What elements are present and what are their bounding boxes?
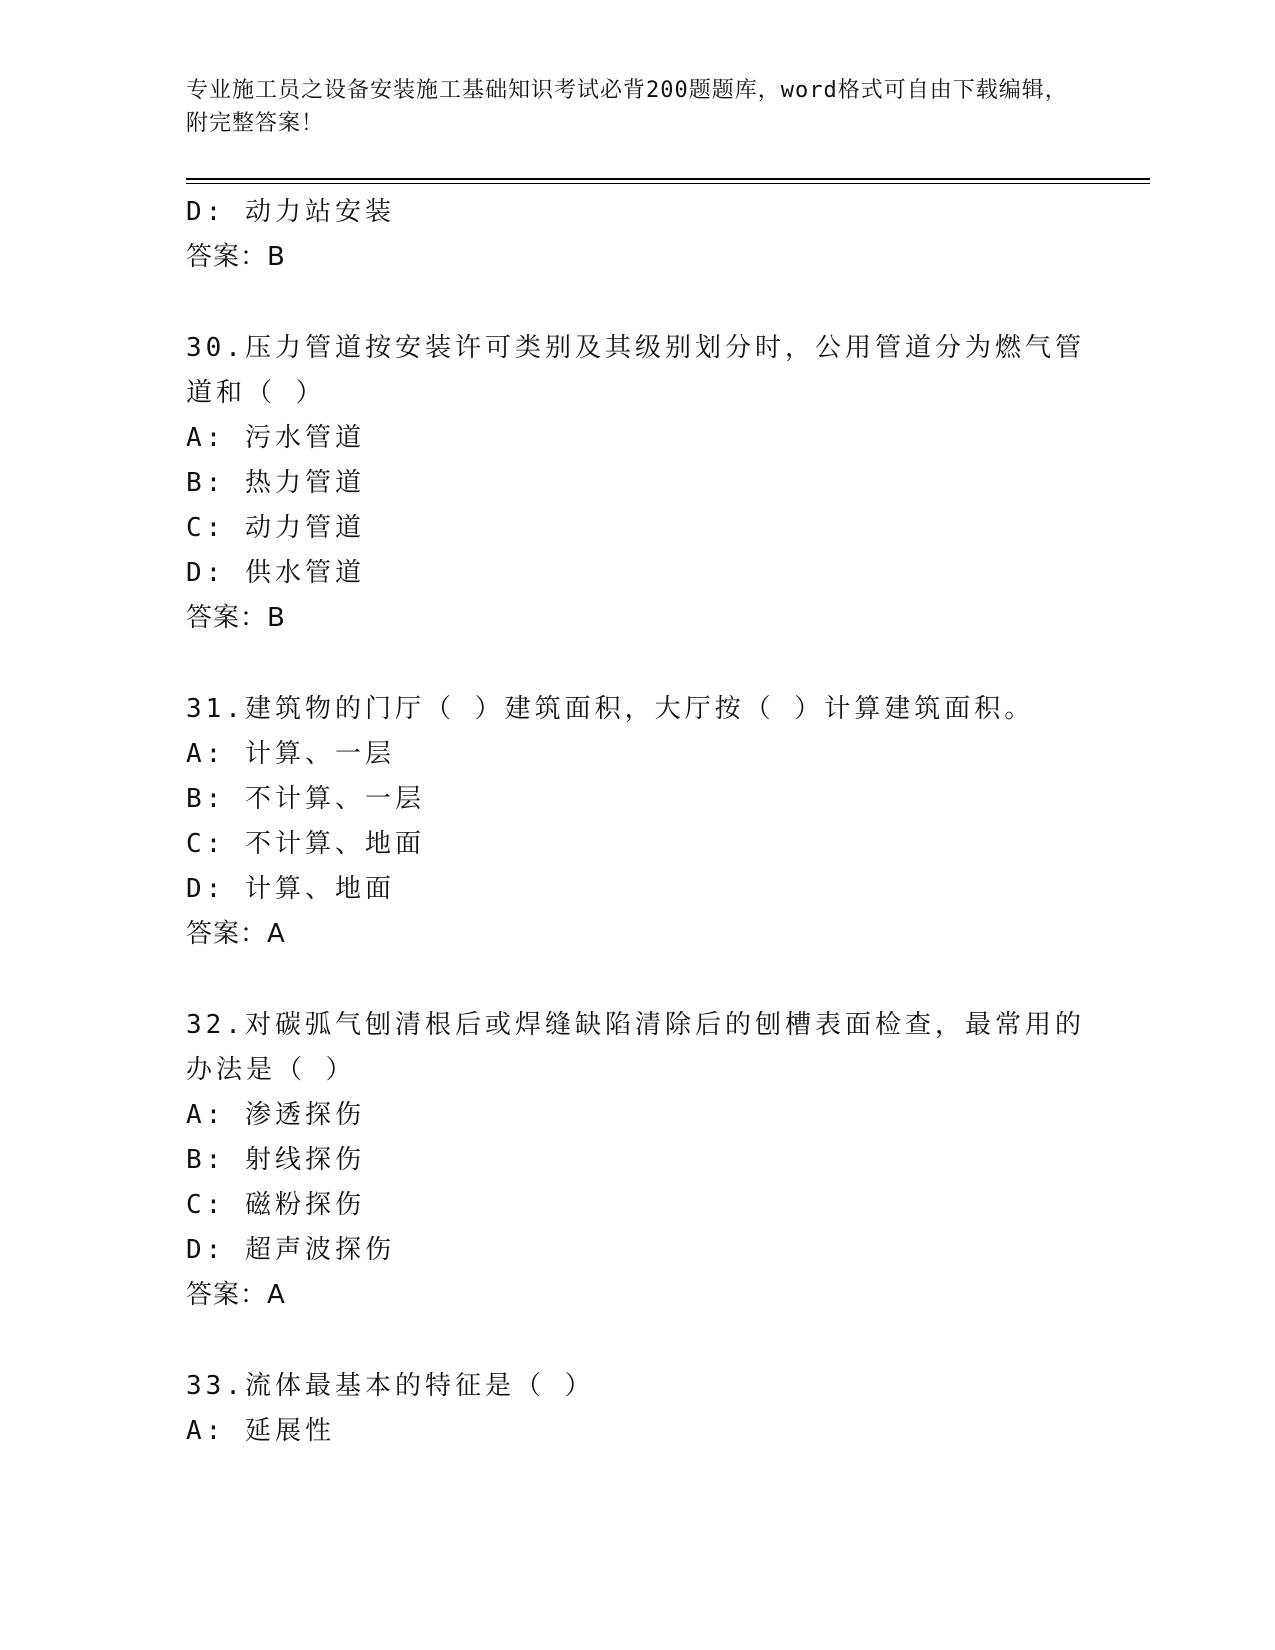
question-30: 30.压力管道按安装许可类别及其级别划分时，公用管道分为燃气管道和（ ） <box>186 333 1085 408</box>
option-a: A: 污水管道 <box>186 423 365 453</box>
option-c: C: 不计算、地面 <box>186 829 425 859</box>
option-d: D: 供水管道 <box>186 558 365 588</box>
answer-line: 答案：B <box>186 242 286 272</box>
question-31: 31.建筑物的门厅（ ）建筑面积，大厅按（ ）计算建筑面积。 <box>186 694 1035 724</box>
option-d: D: 计算、地面 <box>186 874 395 904</box>
spacer <box>186 957 1086 1003</box>
option-a: A: 渗透探伤 <box>186 1100 365 1130</box>
spacer <box>186 280 1086 326</box>
option-b: B: 射线探伤 <box>186 1145 365 1175</box>
option-d: D: 动力站安装 <box>186 197 395 227</box>
question-32: 32.对碳弧气刨清根后或焊缝缺陷清除后的刨槽表面检查，最常用的办法是（ ） <box>186 1010 1085 1085</box>
document-header: 专业施工员之设备安装施工基础知识考试必背200题题库，word格式可自由下载编辑，附完整答案！ <box>186 78 1068 136</box>
option-c: C: 动力管道 <box>186 513 365 543</box>
option-d: D: 超声波探伤 <box>186 1235 395 1265</box>
option-c: C: 磁粉探伤 <box>186 1190 365 1220</box>
option-a: A: 计算、一层 <box>186 739 395 769</box>
question-33: 33.流体最基本的特征是（ ） <box>186 1371 595 1401</box>
option-b: B: 热力管道 <box>186 468 365 498</box>
question-list <box>186 190 1086 1454</box>
header-rule-thick <box>186 178 1150 180</box>
header-rule-thin <box>186 183 1150 184</box>
answer-line: 答案：A <box>186 919 286 949</box>
spacer <box>186 641 1086 687</box>
answer-line: 答案：A <box>186 1280 286 1310</box>
answer-line: 答案：B <box>186 603 286 633</box>
spacer <box>186 1318 1086 1364</box>
option-b: B: 不计算、一层 <box>186 784 425 814</box>
option-a: A: 延展性 <box>186 1416 335 1446</box>
